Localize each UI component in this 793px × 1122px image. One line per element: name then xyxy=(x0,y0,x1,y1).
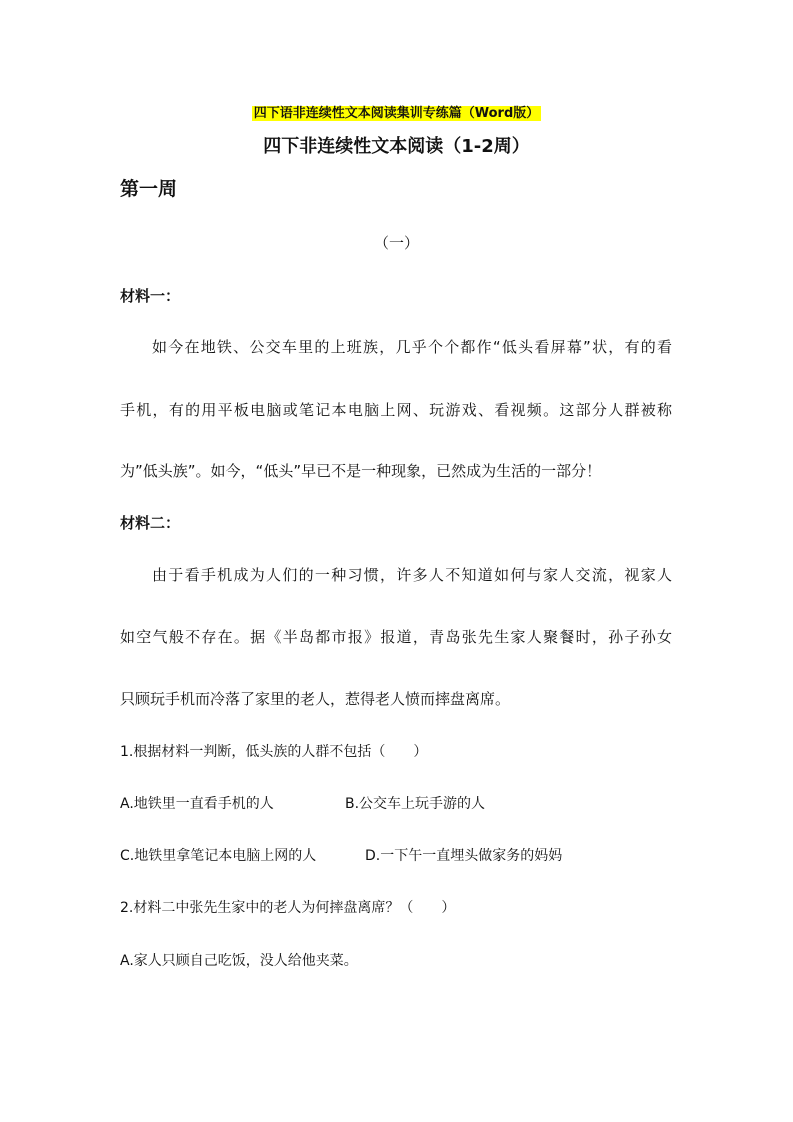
week-heading: 第一周 xyxy=(120,178,178,200)
banner-title xyxy=(0,104,793,124)
question-1-option-d: D.一下午一直埋头做家务的妈妈 xyxy=(365,848,563,864)
banner-highlight: 四下语非连续性文本阅读集训专练篇（Word版） xyxy=(253,106,540,121)
material-2-line-2: 如空气般不存在。据《半岛都市报》报道，青岛张先生家人聚餐时，孙子孙女 xyxy=(120,628,672,646)
material-1-label: 材料一： xyxy=(120,287,181,305)
question-2-option-a: A.家人只顾自己吃饭，没人给他夹菜。 xyxy=(120,953,358,969)
question-1-option-b: B.公交车上玩手游的人 xyxy=(345,796,486,812)
question-1-option-c: C.地铁里拿笔记本电脑上网的人 xyxy=(120,848,317,864)
material-1-line-2: 手机，有的用平板电脑或笔记本电脑上网、玩游戏、看视频。这部分人群被称 xyxy=(120,401,672,419)
question-2-stem: 2.材料二中张先生家中的老人为何摔盘离席？（ ） xyxy=(120,900,456,916)
page-title: 四下非连续性文本阅读（1-2周） xyxy=(263,136,530,157)
material-2-line-1: 由于看手机成为人们的一种习惯，许多人不知道如何与家人交流，视家人 xyxy=(152,566,672,584)
question-1-stem: 1.根据材料一判断，低头族的人群不包括（ ） xyxy=(120,744,428,760)
question-1-option-a: A.地铁里一直看手机的人 xyxy=(120,796,274,812)
material-2-label: 材料二： xyxy=(120,514,181,532)
material-1-line-1: 如今在地铁、公交车里的上班族，几乎个个都作“低头看屏幕”状，有的看 xyxy=(152,338,672,356)
section-number: （一） xyxy=(373,234,419,252)
material-2-line-3: 只顾玩手机而冷落了家里的老人，惹得老人愤而摔盘离席。 xyxy=(120,690,511,708)
material-1-line-3: 为”低头族”。如今，“低头”早已不是一种现象，已然成为生活的一部分！ xyxy=(120,462,602,480)
